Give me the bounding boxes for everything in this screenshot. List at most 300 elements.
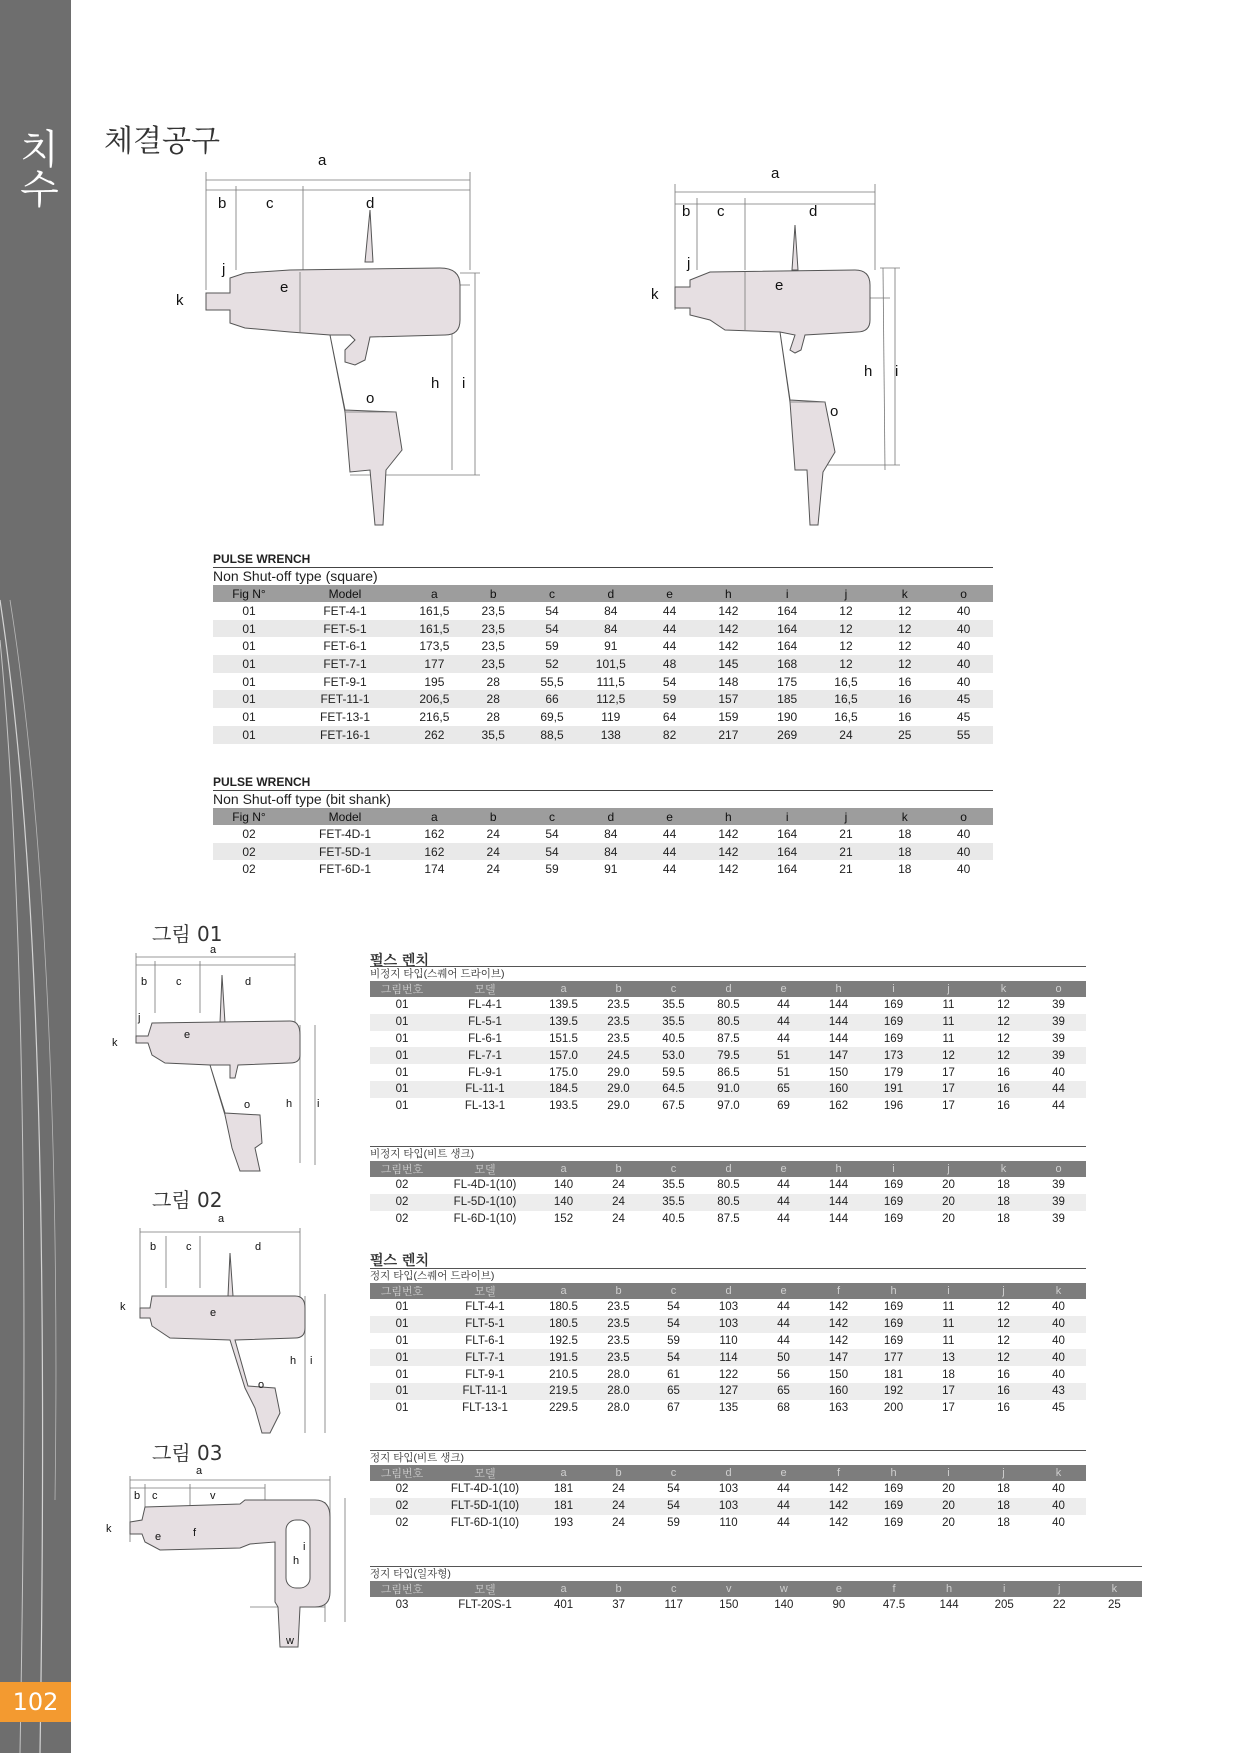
table-cell: 02 bbox=[370, 1498, 434, 1515]
table-cell: 45 bbox=[1052, 1402, 1065, 1415]
table-cell: 164 bbox=[758, 620, 817, 638]
table-cell: 210.5 bbox=[549, 1368, 578, 1381]
table-cell: 177 bbox=[405, 655, 464, 673]
kr-table-2 bbox=[370, 1146, 1086, 1227]
table-cell: 01 bbox=[395, 999, 409, 1012]
col-header: c bbox=[523, 808, 582, 825]
table-cell: 200 bbox=[883, 1402, 904, 1415]
table-cell: 17 bbox=[942, 1402, 955, 1415]
table-cell: 17 bbox=[921, 1383, 976, 1400]
table-cell: 11 bbox=[942, 1334, 955, 1347]
table-cell: 24 bbox=[591, 1498, 646, 1515]
col-header: i bbox=[977, 1581, 1032, 1597]
table-cell: 37 bbox=[612, 1599, 626, 1612]
label-a: a bbox=[318, 152, 327, 169]
col-header: c bbox=[646, 1283, 701, 1299]
col-header: o bbox=[934, 585, 993, 602]
table-subtitle: 정지 타입(일자형) bbox=[370, 1566, 1142, 1581]
table-cell: FLT-7-1 bbox=[434, 1349, 536, 1366]
col-header: o bbox=[1031, 981, 1086, 997]
table-cell: 103 bbox=[701, 1498, 756, 1515]
table-cell: FLT-4D-1(10) bbox=[450, 1483, 520, 1496]
table-cell: 40 bbox=[1052, 1301, 1065, 1314]
table-title: PULSE WRENCH bbox=[213, 552, 993, 568]
col-header: 모델 bbox=[434, 1161, 536, 1177]
table-cell: 18 bbox=[997, 1212, 1010, 1225]
table-cell: 142 bbox=[718, 826, 739, 841]
label-d: d bbox=[245, 976, 252, 988]
col-header: 모델 bbox=[434, 1465, 536, 1481]
table-cell: 59 bbox=[667, 1516, 680, 1529]
table-cell: 35.5 bbox=[662, 999, 685, 1012]
table-cell: 159 bbox=[718, 709, 739, 724]
col-header: d bbox=[701, 1283, 756, 1299]
table-cell: 23,5 bbox=[481, 639, 505, 654]
figure-small-01 bbox=[110, 943, 340, 1175]
table-cell: 23.5 bbox=[591, 1316, 646, 1333]
col-header: b bbox=[464, 585, 523, 602]
table-cell: 17 bbox=[942, 1066, 955, 1079]
table-cell: 25 bbox=[1107, 1599, 1121, 1612]
label-e: e bbox=[184, 1029, 191, 1041]
table-cell: FET-6D-1 bbox=[318, 862, 371, 877]
table-cell: 164 bbox=[777, 826, 798, 841]
table-cell: 157.0 bbox=[536, 1047, 591, 1064]
table-row bbox=[370, 1400, 1086, 1417]
table-cell: 142 bbox=[828, 1516, 849, 1529]
col-header: d bbox=[581, 585, 640, 602]
table-cell: 55 bbox=[934, 726, 993, 744]
table-cell: 112,5 bbox=[581, 690, 640, 708]
table-cell: 20 bbox=[942, 1516, 955, 1529]
table-cell: 11 bbox=[921, 1014, 976, 1031]
col-header: h bbox=[811, 1161, 866, 1177]
label-h: h bbox=[293, 1555, 300, 1567]
table-cell: 205 bbox=[994, 1599, 1014, 1612]
table-cell: FLT-6-1 bbox=[465, 1334, 505, 1347]
table-cell: 142 bbox=[811, 1498, 866, 1515]
col-header: d bbox=[581, 808, 640, 825]
table-cell: 44 bbox=[662, 862, 677, 877]
table-cell: FET-16-1 bbox=[285, 726, 405, 744]
table-cell: 144 bbox=[828, 999, 849, 1012]
table-cell: 44 bbox=[1031, 1081, 1086, 1098]
table-cell: 160 bbox=[811, 1081, 866, 1098]
table-cell: 01 bbox=[395, 1066, 409, 1079]
col-header: j bbox=[921, 1161, 976, 1177]
table-cell: 44 bbox=[777, 1212, 790, 1225]
col-header: a bbox=[536, 981, 591, 997]
table-cell: 20 bbox=[921, 1194, 976, 1211]
table-cell: 169 bbox=[866, 1498, 921, 1515]
table-cell: 12 bbox=[898, 603, 912, 618]
table-row bbox=[213, 726, 993, 744]
table-cell: 44 bbox=[777, 1301, 790, 1314]
table-cell: 168 bbox=[758, 655, 817, 673]
label-d: d bbox=[366, 195, 375, 212]
sidebar bbox=[0, 0, 71, 1753]
col-header: j bbox=[976, 1465, 1031, 1481]
table-cell: 59 bbox=[545, 639, 559, 654]
table-cell: 39 bbox=[1052, 1179, 1065, 1192]
figure-small-02 bbox=[110, 1208, 340, 1438]
table-cell: 110 bbox=[719, 1334, 738, 1347]
fig-caption-02: 그림 02 bbox=[152, 1188, 223, 1212]
table-cell: 28 bbox=[486, 674, 500, 689]
table-cell: FL-4-1 bbox=[468, 999, 502, 1012]
table-subtitle: 비정지 타입(비트 생크) bbox=[370, 1146, 1086, 1161]
table-subtitle: Non Shut-off type (square) bbox=[213, 568, 378, 584]
col-header: 그림번호 bbox=[370, 1161, 434, 1177]
label-j: j bbox=[687, 255, 691, 272]
table-cell: 12 bbox=[997, 1301, 1010, 1314]
table-cell: 190 bbox=[777, 709, 798, 724]
table-cell: 03 bbox=[395, 1599, 409, 1612]
table-cell: 139.5 bbox=[536, 1014, 591, 1031]
table-cell: 65 bbox=[756, 1081, 811, 1098]
table-cell: 40.5 bbox=[662, 1212, 685, 1225]
table-cell: 40 bbox=[956, 826, 971, 841]
table-cell: 01 bbox=[395, 1402, 409, 1415]
table-cell: 65 bbox=[756, 1383, 811, 1400]
col-header: o bbox=[1031, 1161, 1086, 1177]
table-cell: 24 bbox=[612, 1212, 625, 1225]
table-cell: 47.5 bbox=[882, 1599, 906, 1612]
table-cell: 91.0 bbox=[701, 1081, 756, 1098]
table-row bbox=[213, 708, 993, 726]
table-row bbox=[370, 1177, 1086, 1194]
label-a: a bbox=[196, 1465, 203, 1477]
table-cell: 24 bbox=[464, 843, 523, 861]
table-row bbox=[370, 1194, 1086, 1211]
table-cell: 16 bbox=[997, 1066, 1010, 1079]
table-cell: 142 bbox=[718, 639, 739, 654]
table-cell: 169 bbox=[866, 1316, 921, 1333]
table-cell: FET-7-1 bbox=[285, 655, 405, 673]
table-cell: 40 bbox=[1031, 1349, 1086, 1366]
table-cell: 54 bbox=[523, 620, 582, 638]
table-cell: 262 bbox=[405, 726, 464, 744]
table-subtitle: 정지 타입(비트 생크) bbox=[370, 1450, 1086, 1465]
label-i: i bbox=[310, 1355, 313, 1367]
col-header: k bbox=[1031, 1465, 1086, 1481]
table-cell: 01 bbox=[395, 1334, 409, 1347]
table-cell: 216,5 bbox=[419, 709, 450, 724]
table-cell: 192 bbox=[866, 1383, 921, 1400]
figure-top-01 bbox=[170, 150, 510, 530]
table-cell: 103 bbox=[718, 1483, 739, 1496]
table-cell: 16 bbox=[997, 1402, 1010, 1415]
table-cell: 160 bbox=[811, 1383, 866, 1400]
table-cell: 150 bbox=[828, 1066, 849, 1079]
table-cell: 82 bbox=[640, 726, 699, 744]
table-cell: 21 bbox=[817, 843, 876, 861]
table-cell: 35.5 bbox=[646, 1194, 701, 1211]
table-cell: 84 bbox=[604, 826, 618, 841]
table-cell: 195 bbox=[424, 674, 445, 689]
table-cell: 64.5 bbox=[646, 1081, 701, 1098]
table-cell: 140 bbox=[536, 1194, 591, 1211]
label-i: i bbox=[303, 1541, 306, 1553]
table-cell: 40 bbox=[1031, 1498, 1086, 1515]
col-header: c bbox=[646, 981, 701, 997]
col-header: k bbox=[1031, 1283, 1086, 1299]
col-header: h bbox=[699, 585, 758, 602]
table-cell: 44 bbox=[756, 1194, 811, 1211]
label-k: k bbox=[651, 286, 659, 303]
table-cell: 44 bbox=[777, 1334, 790, 1347]
col-header: e bbox=[640, 585, 699, 602]
table-cell: 145 bbox=[699, 655, 758, 673]
table-cell: 162 bbox=[424, 826, 445, 841]
table-cell: 142 bbox=[828, 1301, 849, 1314]
label-i: i bbox=[317, 1098, 320, 1110]
table-cell: 16 bbox=[898, 709, 912, 724]
table-cell: 87.5 bbox=[717, 1212, 740, 1225]
table-subtitle: 정지 타입(스퀘어 드라이브) bbox=[370, 1268, 1086, 1283]
table-cell: 23.5 bbox=[607, 1301, 630, 1314]
table-cell: 02 bbox=[242, 826, 256, 841]
col-header: b bbox=[591, 1161, 646, 1177]
table-cell: 164 bbox=[777, 603, 798, 618]
table-cell: 18 bbox=[997, 1179, 1010, 1192]
table-cell: 169 bbox=[883, 1301, 904, 1314]
table-cell: 35.5 bbox=[662, 1179, 685, 1192]
table-cell: 147 bbox=[811, 1047, 866, 1064]
table-cell: 20 bbox=[942, 1483, 955, 1496]
label-e: e bbox=[155, 1531, 162, 1543]
table-cell: 54 bbox=[646, 1349, 701, 1366]
table-cell: 181 bbox=[883, 1368, 904, 1381]
table-cell: 84 bbox=[581, 620, 640, 638]
col-header: j bbox=[976, 1283, 1031, 1299]
label-f: f bbox=[193, 1527, 197, 1539]
table-cell: 163 bbox=[828, 1402, 849, 1415]
table-cell: 44 bbox=[756, 1316, 811, 1333]
table-cell: 142 bbox=[699, 843, 758, 861]
col-header: k bbox=[875, 585, 934, 602]
table-cell: 147 bbox=[811, 1349, 866, 1366]
table-cell: FET-13-1 bbox=[319, 709, 370, 724]
col-header: e bbox=[756, 1465, 811, 1481]
table-cell: 269 bbox=[758, 726, 817, 744]
table-cell: 66 bbox=[523, 690, 582, 708]
table-cell: 40 bbox=[1052, 1368, 1065, 1381]
col-header: h bbox=[866, 1465, 921, 1481]
table-cell: 164 bbox=[758, 843, 817, 861]
table-cell: FET-5-1 bbox=[285, 620, 405, 638]
label-d: d bbox=[255, 1241, 262, 1253]
table-cell: 24 bbox=[612, 1483, 625, 1496]
table-cell: FET-4D-1 bbox=[318, 826, 371, 841]
table-title: PULSE WRENCH bbox=[213, 775, 993, 791]
table-cell: 01 bbox=[370, 1349, 434, 1366]
table-row bbox=[213, 843, 993, 861]
table-cell: 23.5 bbox=[607, 999, 630, 1012]
table-cell: 55,5 bbox=[540, 674, 564, 689]
table-row bbox=[213, 637, 993, 655]
label-h: h bbox=[431, 375, 440, 392]
table-cell: 16,5 bbox=[817, 690, 876, 708]
table-cell: 217 bbox=[699, 726, 758, 744]
col-header: Fig N° bbox=[213, 808, 285, 825]
table-cell: FL-6-1 bbox=[468, 1032, 502, 1045]
table-cell: 02 bbox=[213, 843, 285, 861]
col-header: a bbox=[536, 1161, 591, 1177]
col-header: e bbox=[756, 981, 811, 997]
table-cell: 44 bbox=[640, 843, 699, 861]
table-cell: 401 bbox=[553, 1599, 574, 1612]
col-header: 모델 bbox=[434, 1283, 536, 1299]
col-header: e bbox=[640, 808, 699, 825]
table-cell: 90 bbox=[832, 1599, 846, 1612]
col-header: Model bbox=[285, 808, 405, 825]
table-cell: 59 bbox=[545, 862, 559, 877]
table-cell: 24 bbox=[486, 862, 500, 877]
table-subtitle: Non Shut-off type (bit shank) bbox=[213, 791, 391, 807]
figure-small-03 bbox=[100, 1462, 360, 1657]
table-cell: 191 bbox=[866, 1081, 921, 1098]
table-cell: FET-9-1 bbox=[323, 674, 367, 689]
table-cell: 18 bbox=[898, 826, 912, 841]
table-cell: 91 bbox=[604, 862, 618, 877]
table-cell: 169 bbox=[883, 1516, 904, 1529]
table-cell: 54 bbox=[662, 674, 677, 689]
table-cell: 144 bbox=[811, 1014, 866, 1031]
table-cell: FLT-4-1 bbox=[465, 1301, 505, 1314]
col-header: 그림번호 bbox=[370, 1465, 434, 1481]
fig-caption-01: 그림 01 bbox=[152, 922, 223, 946]
table-cell: 39 bbox=[1031, 1047, 1086, 1064]
table-row bbox=[213, 690, 993, 708]
table-cell: 16,5 bbox=[834, 674, 858, 689]
kr-table-4 bbox=[370, 1450, 1086, 1531]
table-cell: 44 bbox=[662, 603, 677, 618]
kr-table-1 bbox=[370, 966, 1086, 1115]
table-cell: 02 bbox=[370, 1194, 434, 1211]
table-cell: 12 bbox=[875, 620, 934, 638]
table-cell: FLT-11-1 bbox=[434, 1383, 536, 1400]
table-row bbox=[370, 1064, 1086, 1081]
table-cell: 21 bbox=[839, 862, 853, 877]
table-cell: 65 bbox=[646, 1383, 701, 1400]
label-b: b bbox=[150, 1241, 157, 1253]
table-cell: 23.5 bbox=[591, 1349, 646, 1366]
table-cell: 21 bbox=[839, 826, 853, 841]
table-cell: FL-11-1 bbox=[434, 1081, 536, 1098]
table-cell: 02 bbox=[395, 1212, 409, 1225]
table-cell: 44 bbox=[777, 1483, 790, 1496]
table-cell: 16 bbox=[997, 1100, 1010, 1113]
table-cell: 29.0 bbox=[607, 1066, 630, 1079]
table-cell: 161,5 bbox=[419, 603, 450, 618]
table-cell: 39 bbox=[1052, 1032, 1065, 1045]
col-header: Fig N° bbox=[213, 585, 285, 602]
table-row bbox=[213, 620, 993, 638]
table-cell: 122 bbox=[718, 1368, 739, 1381]
table-cell: 29.0 bbox=[591, 1081, 646, 1098]
table-cell: 206,5 bbox=[405, 690, 464, 708]
table-cell: 22 bbox=[1052, 1599, 1066, 1612]
table-cell: 173,5 bbox=[419, 639, 450, 654]
data-table bbox=[370, 981, 1086, 1115]
table-cell: 139.5 bbox=[549, 999, 578, 1012]
table-cell: 86.5 bbox=[717, 1066, 740, 1079]
table-cell: 54 bbox=[523, 843, 582, 861]
table-cell: 40 bbox=[1052, 1334, 1065, 1347]
table-cell: 54 bbox=[646, 1498, 701, 1515]
table-cell: 16 bbox=[898, 674, 912, 689]
table-cell: 39 bbox=[1052, 999, 1065, 1012]
table-cell: 144 bbox=[939, 1599, 959, 1612]
table-cell: FET-6-1 bbox=[323, 639, 367, 654]
table-cell: 12 bbox=[839, 639, 853, 654]
table-cell: 101,5 bbox=[581, 655, 640, 673]
table-cell: 01 bbox=[242, 709, 256, 724]
table-cell: 157 bbox=[699, 690, 758, 708]
table-subtitle: 비정지 타입(스퀘어 드라이브) bbox=[370, 966, 1086, 981]
table-cell: 28.0 bbox=[591, 1383, 646, 1400]
table-cell: 191.5 bbox=[536, 1349, 591, 1366]
col-header: e bbox=[756, 1283, 811, 1299]
col-header: 그림번호 bbox=[370, 981, 434, 997]
table-cell: 142 bbox=[828, 1483, 849, 1496]
label-b: b bbox=[682, 203, 691, 220]
table-cell: 164 bbox=[777, 639, 798, 654]
table-cell: 40 bbox=[956, 639, 971, 654]
table-cell: 01 bbox=[395, 1368, 409, 1381]
table-cell: 80.5 bbox=[717, 999, 740, 1012]
table-cell: 43 bbox=[1031, 1383, 1086, 1400]
label-k: k bbox=[120, 1301, 126, 1313]
table-cell: 39 bbox=[1052, 1212, 1065, 1225]
table-cell: FLT-13-1 bbox=[462, 1402, 508, 1415]
table-cell: FLT-9-1 bbox=[465, 1368, 505, 1381]
table-cell: 40 bbox=[1031, 1316, 1086, 1333]
table-cell: 40 bbox=[1052, 1066, 1065, 1079]
en-table-bit-shank bbox=[213, 775, 993, 878]
data-table bbox=[370, 1283, 1086, 1417]
col-header: b bbox=[591, 1465, 646, 1481]
table-cell: 18 bbox=[997, 1516, 1010, 1529]
table-cell: 103 bbox=[718, 1301, 739, 1314]
table-cell: 12 bbox=[976, 1047, 1031, 1064]
col-header: i bbox=[921, 1465, 976, 1481]
table-cell: 12 bbox=[875, 655, 934, 673]
table-cell: 117 bbox=[664, 1599, 683, 1612]
table-cell: 150 bbox=[719, 1599, 739, 1612]
table-cell: 11 bbox=[942, 1032, 955, 1045]
label-c: c bbox=[176, 976, 182, 988]
table-row bbox=[213, 673, 993, 691]
col-header: i bbox=[921, 1283, 976, 1299]
table-cell: 01 bbox=[242, 603, 256, 618]
table-cell: 61 bbox=[667, 1368, 680, 1381]
table-cell: 28.0 bbox=[607, 1368, 630, 1381]
table-cell: 196 bbox=[883, 1100, 904, 1113]
table-cell: 54 bbox=[667, 1301, 680, 1314]
data-table bbox=[370, 1581, 1142, 1614]
table-cell: 84 bbox=[604, 603, 618, 618]
col-header: c bbox=[646, 1161, 701, 1177]
table-cell: 01 bbox=[395, 1301, 409, 1314]
label-j: j bbox=[138, 1012, 141, 1024]
col-header: 그림번호 bbox=[370, 1283, 434, 1299]
col-header: b bbox=[464, 808, 523, 825]
table-cell: 229.5 bbox=[549, 1402, 578, 1415]
table-cell: FET-5D-1 bbox=[285, 843, 405, 861]
table-cell: 184.5 bbox=[536, 1081, 591, 1098]
